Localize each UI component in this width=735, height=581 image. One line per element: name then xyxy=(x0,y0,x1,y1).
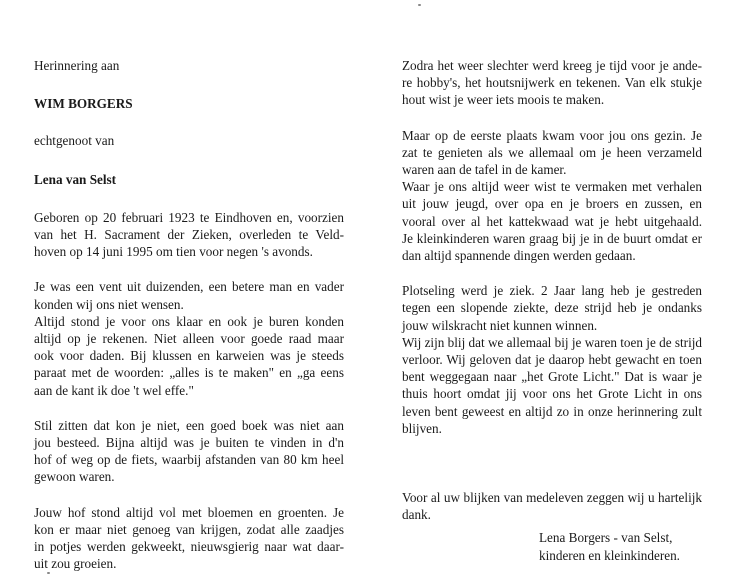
text-line: uit zou groeien. xyxy=(34,556,117,572)
text-line: blijven. xyxy=(402,420,442,436)
text-line: Stil zitten dat kon je niet, een goed boek was niet aan xyxy=(34,417,344,433)
text-line: van het H. Sacrament der Zieken, overleden te Veld- xyxy=(34,227,344,243)
text-line: zat te genieten als we allemaal om je heen verzameld xyxy=(402,144,702,160)
paragraph-hobbies xyxy=(402,57,702,109)
text-line: hof of weg op de fiets, waarbij afstanden van 80 km heel xyxy=(34,452,344,468)
text-line: Jouw hof stond altijd vol met bloemen en groenten. Je xyxy=(34,504,344,520)
text-line: jou besteed. Bijna altijd was je buiten te vinden in d'n xyxy=(34,435,344,451)
text-line: verloor. Wij geloven dat je daarop hebt gewacht en toen xyxy=(402,352,702,368)
text-line: jouw wilskracht niet kunnen winnen. xyxy=(402,317,598,333)
paragraph-family xyxy=(402,127,702,265)
paragraph-illness xyxy=(402,282,702,437)
text-line: vooral over al het kattekwaad wat je hebt uitgehaald. xyxy=(402,213,702,229)
text-line: in potjes werden gekweekt, nieuwsgierig naar wat daar- xyxy=(34,539,344,555)
intro-text: Herinnering aan xyxy=(34,58,120,73)
text-line: uit jouw jeugd, over opa en je broers en zussen, en xyxy=(402,196,702,212)
text-line: gewoon waren. xyxy=(34,469,115,485)
deceased-name: WIM BORGERS xyxy=(34,96,133,112)
text-line: Waar je ons altijd weer wist te vermaken met verhalen xyxy=(402,179,702,195)
text-line: Plotseling werd je ziek. 2 Jaar lang heb je gestreden xyxy=(402,283,702,299)
text-line: Je was een vent uit duizenden, een betere man en vader xyxy=(34,279,344,295)
paragraph-birth-death xyxy=(34,209,344,261)
text-line: bent weggegaan naar „het Grote Licht." Dat is waar je xyxy=(402,369,702,385)
text-line: tegen een slopende ziekte, deze strijd heb je ondanks xyxy=(402,300,702,316)
text-line: Geboren op 20 februari 1923 te Eindhoven en, voorzien xyxy=(34,209,344,225)
text-line: Wij zijn blij dat we allemaal bij je waren toen je de strijd xyxy=(402,334,702,350)
text-line: hoven op 14 juni 1995 om tien voor negen 's avonds. xyxy=(34,244,313,260)
text-line: kon er maar niet genoeg van krijgen, zodat alle zaadjes xyxy=(34,521,344,537)
text-line: dank. xyxy=(402,507,431,523)
signature-line: Lena Borgers - van Selst, xyxy=(539,530,673,546)
text-line: altijd op je rekenen. Niet alleen voor goede raad maar xyxy=(34,331,344,347)
text-line: Altijd stond je voor ons klaar en ook je buren konden xyxy=(34,313,344,329)
text-line: waren aan de tafel in de kamer. xyxy=(402,162,567,178)
paragraph-thanks xyxy=(402,489,702,523)
paragraph-garden xyxy=(34,504,344,573)
text-line: Je kleinkinderen waren graag bij je in de buurt omdat er xyxy=(402,230,702,246)
spouse-label: echtgenoot van xyxy=(34,133,115,149)
print-speck xyxy=(418,4,421,6)
text-line: dan altijd spannende dingen werden gedaan. xyxy=(402,248,636,264)
text-line: leven bent geweest en altijd zo in onze herinnering zult xyxy=(402,403,702,419)
signature-block xyxy=(402,529,702,563)
spouse-name: Lena van Selst xyxy=(34,171,117,187)
paragraph-character xyxy=(34,278,344,398)
text-line: Voor al uw blijken van medeleven zeggen wij u hartelijk xyxy=(402,490,702,506)
text-line: Maar op de eerste plaats kwam voor jou ons gezin. Je xyxy=(402,127,702,143)
text-line: re hobby's, het houtsnijwerk en tekenen. Van elk stukje xyxy=(402,75,702,91)
text-line: ook voor daden. Bij klussen en karweien was je steeds xyxy=(34,348,344,364)
text-line: aan de kant ik doe 't wel effe." xyxy=(34,382,194,398)
left-column xyxy=(34,57,344,572)
text-line: hout wist je weer iets moois te maken. xyxy=(402,92,605,108)
text-line: thuis hoort omdat jij voor ons het Grote Licht in ons xyxy=(402,386,702,402)
signature-line: kinderen en kleinkinderen. xyxy=(539,547,680,563)
right-column xyxy=(402,57,702,564)
text-line: konden wij ons niet wensen. xyxy=(34,296,184,312)
paragraph-outdoors xyxy=(34,417,344,486)
text-line: paraat met de woorden: „alles is te maken" en „ga eens xyxy=(34,365,344,381)
text-line: Zodra het weer slechter werd kreeg je tijd voor je ande- xyxy=(402,58,702,73)
